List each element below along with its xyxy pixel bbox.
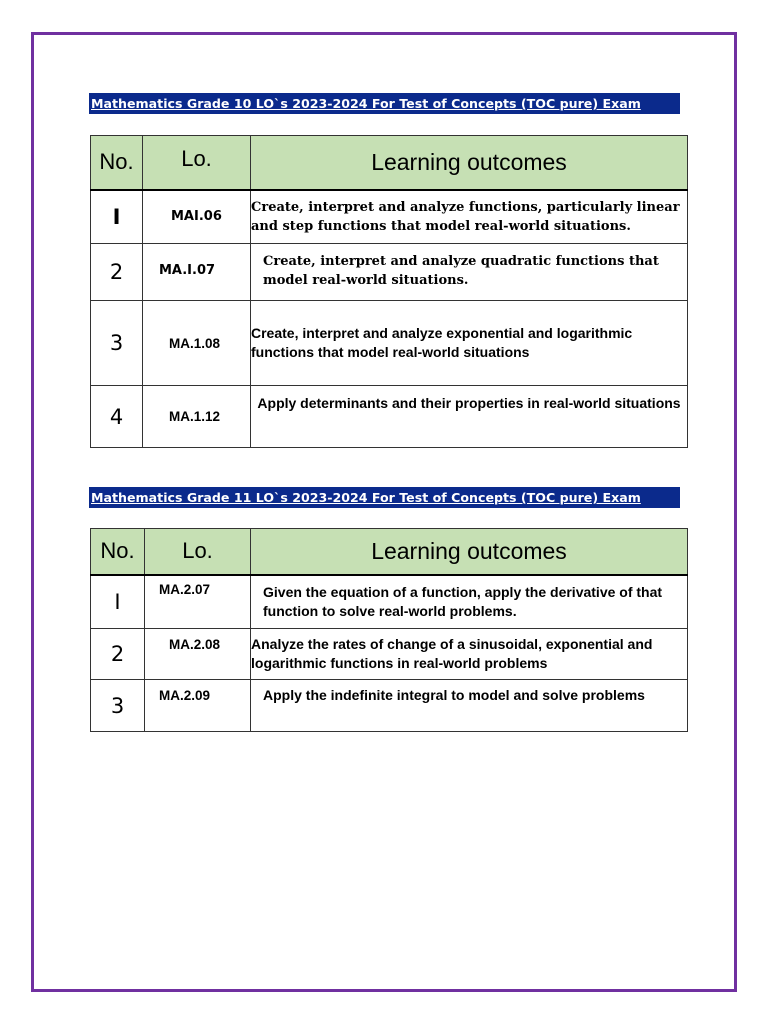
row-number: 2	[91, 244, 143, 301]
row-number: I	[91, 575, 145, 629]
table-header-row	[91, 136, 688, 190]
header-no: No.	[91, 529, 145, 575]
lo-code: MA.2.08	[145, 629, 251, 680]
header-no: No.	[91, 136, 143, 190]
grade11-title-text: Mathematics Grade 11 LO`s 2023-2024 For Test of Concepts (TOC pure) Exam	[91, 490, 641, 505]
table-row	[91, 386, 688, 448]
table-row	[91, 575, 688, 629]
row-number: I	[91, 190, 143, 244]
row-number: 3	[91, 680, 145, 732]
learning-outcome: Apply the indefinite integral to model and solve problems	[251, 680, 688, 732]
header-lo: Lo.	[143, 136, 251, 190]
learning-outcome: Create, interpret and analyze quadratic functions that model real-world situations.	[251, 244, 688, 301]
lo-code: MA.2.07	[145, 575, 251, 629]
row-number: 2	[91, 629, 145, 680]
learning-outcome: Create, interpret and analyze exponential and logarithmic functions that model real-world situations	[251, 301, 688, 386]
learning-outcome: Create, interpret and analyze functions, particularly linear and step functions that model real-world situations.	[251, 190, 688, 244]
table-row	[91, 301, 688, 386]
header-lo: Lo.	[145, 529, 251, 575]
grade11-section-title	[89, 487, 680, 508]
grade11-lo-table	[90, 528, 688, 732]
lo-code: MA.2.09	[145, 680, 251, 732]
row-number: 4	[91, 386, 143, 448]
grade10-lo-table	[90, 135, 688, 448]
table-row	[91, 680, 688, 732]
table-row	[91, 190, 688, 244]
row-number: 3	[91, 301, 143, 386]
learning-outcome: Given the equation of a function, apply the derivative of that function to solve real-world problems.	[251, 575, 688, 629]
header-learning-outcomes: Learning outcomes	[251, 136, 688, 190]
learning-outcome: Analyze the rates of change of a sinusoidal, exponential and logarithmic functions in real-world problems	[251, 629, 688, 680]
table-row	[91, 244, 688, 301]
grade10-section-title	[89, 93, 680, 114]
grade10-title-text: Mathematics Grade 10 LO`s 2023-2024 For Test of Concepts (TOC pure) Exam	[91, 96, 641, 111]
lo-code: MAI.06	[143, 190, 251, 244]
lo-code: MA.I.07	[143, 244, 251, 301]
table-header-row	[91, 529, 688, 575]
lo-code: MA.1.08	[143, 301, 251, 386]
lo-code: MA.1.12	[143, 386, 251, 448]
table-row	[91, 629, 688, 680]
header-learning-outcomes: Learning outcomes	[251, 529, 688, 575]
learning-outcome: Apply determinants and their properties in real-world situations	[251, 386, 688, 448]
